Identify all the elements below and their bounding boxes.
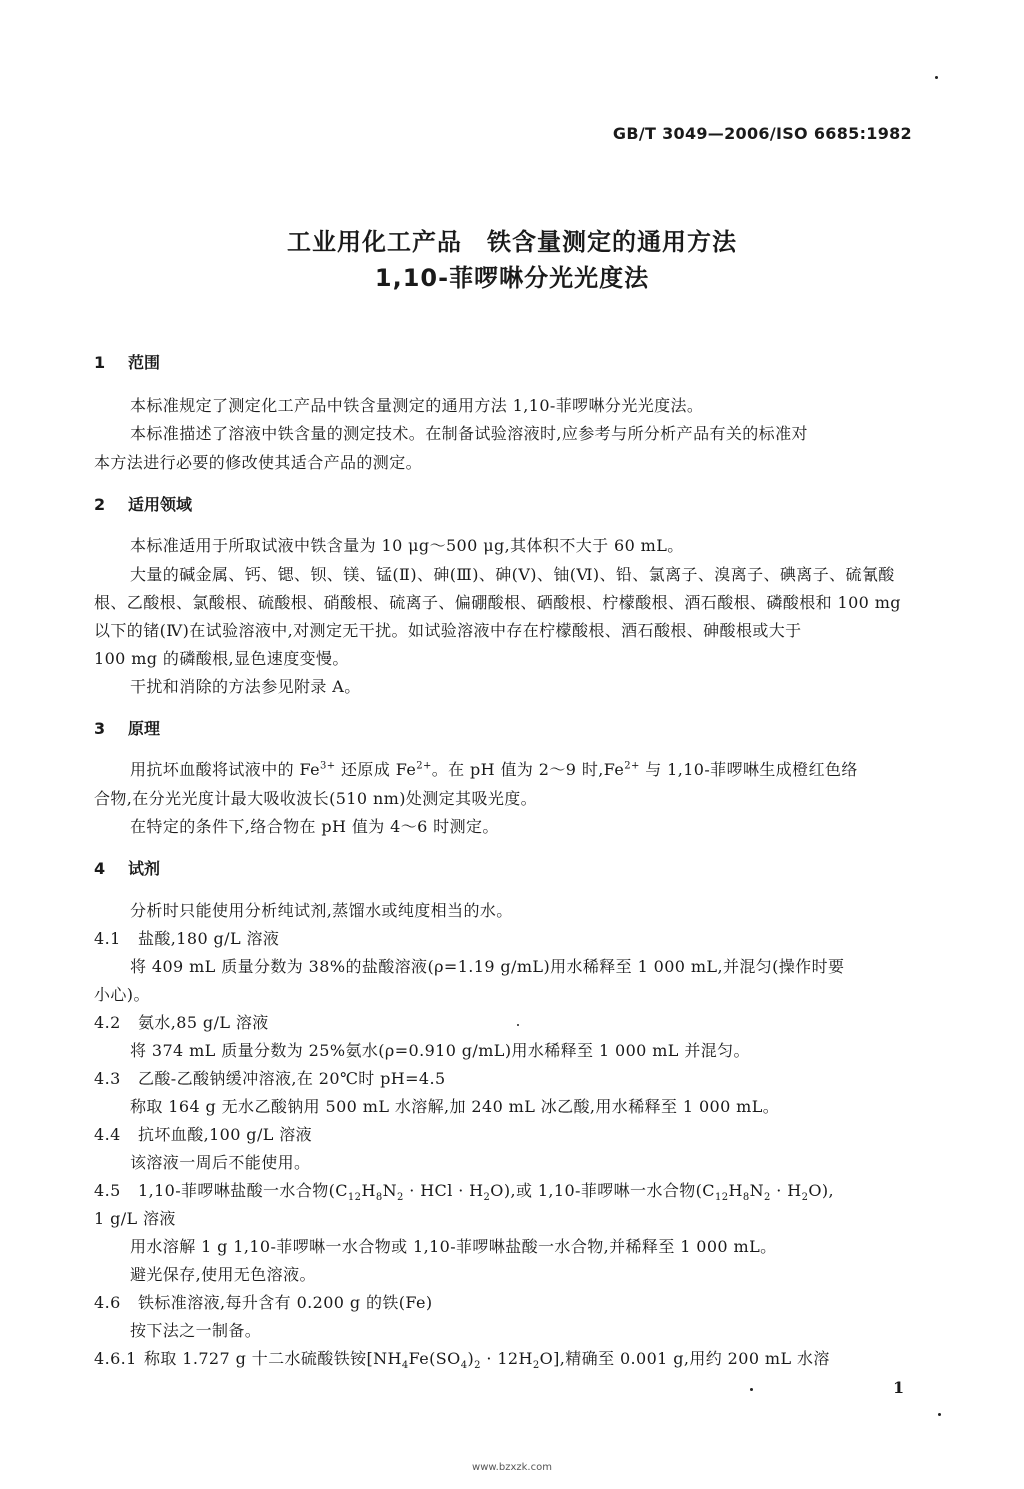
- clause-4-5: [94, 1178, 834, 1203]
- section-1-heading: [94, 350, 160, 373]
- text-run: 还原成 Fe: [335, 760, 417, 779]
- section-number: 2: [94, 495, 106, 514]
- superscript: 2+: [416, 760, 432, 772]
- paragraph: 根、乙酸根、氯酸根、硫酸根、硝酸根、硫离子、偏硼酸根、硒酸根、柠檬酸根、酒石酸根、磷酸根和 100 mg: [94, 593, 901, 612]
- section-2-heading: [94, 492, 192, 515]
- paragraph: 以下的锗(Ⅳ)在试验溶液中,对测定无干扰。如试验溶液中存在柠檬酸根、酒石酸根、砷酸根或大于: [94, 621, 802, 640]
- clause-4-4: [94, 1122, 312, 1145]
- text-run: · H: [770, 1181, 802, 1200]
- section-title: 范围: [128, 353, 161, 372]
- clause-number: 4.3: [94, 1069, 121, 1088]
- paragraph: 按下法之一制备。: [130, 1321, 262, 1340]
- text-run: 称取 1.727 g 十二水硫酸铁铵[NH: [144, 1349, 402, 1368]
- scan-speck: [750, 1388, 753, 1391]
- subscript: 2: [532, 1360, 540, 1372]
- section-title: 适用领域: [128, 495, 193, 514]
- text-run: 1,10-菲啰啉盐酸一水合物(C: [138, 1181, 348, 1200]
- subscript: 4: [460, 1360, 468, 1372]
- text-run: · HCl · H: [403, 1181, 484, 1200]
- text-run: 与 1,10-菲啰啉生成橙红色络: [639, 760, 858, 779]
- text-run: O),: [808, 1181, 835, 1200]
- section-4-heading: [94, 856, 160, 879]
- section-title: 试剂: [128, 859, 161, 878]
- paragraph: 干扰和消除的方法参见附录 A。: [130, 677, 361, 696]
- text-run: O],精确至 0.001 g,用约 200 mL 水溶: [539, 1349, 830, 1368]
- clause-number: 4.5: [94, 1181, 121, 1200]
- text-run: N: [749, 1181, 765, 1200]
- section-number: 1: [94, 353, 106, 372]
- subscript: 2: [396, 1192, 404, 1204]
- clause-4-1: [94, 926, 279, 949]
- paragraph: [130, 757, 858, 780]
- paragraph: 本标准规定了测定化工产品中铁含量测定的通用方法 1,10-菲啰啉分光光度法。: [130, 396, 704, 415]
- text-run: N: [382, 1181, 397, 1200]
- paragraph: 用水溶解 1 g 1,10-菲啰啉一水合物或 1,10-菲啰啉盐酸一水合物,并稀释至 1 000 mL。: [130, 1237, 777, 1256]
- section-number: 4: [94, 859, 106, 878]
- clause-4-6-1: [94, 1346, 830, 1371]
- clause-title: 抗坏血酸,100 g/L 溶液: [138, 1125, 313, 1144]
- subscript: 2: [801, 1192, 809, 1204]
- subscript: 2: [483, 1192, 491, 1204]
- paragraph: 在特定的条件下,络合物在 pH 值为 4～6 时测定。: [130, 817, 499, 836]
- text-run: O),或 1,10-菲啰啉一水合物(C: [490, 1181, 715, 1200]
- paragraph: 将 374 mL 质量分数为 25%氨水(ρ=0.910 g/mL)用水稀释至 1 000 mL 并混匀。: [130, 1041, 750, 1060]
- clause-number: 4.4: [94, 1125, 121, 1144]
- clause-title: 乙酸-乙酸钠缓冲溶液,在 20℃时 pH=4.5: [138, 1069, 446, 1088]
- paragraph: 称取 164 g 无水乙酸钠用 500 mL 水溶解,加 240 mL 冰乙酸,用水稀释至 1 000 mL。: [130, 1097, 780, 1116]
- paragraph: 将 409 mL 质量分数为 38%的盐酸溶液(ρ=1.19 g/mL)用水稀释至 1 000 mL,并混匀(操作时要: [130, 957, 845, 976]
- footer-watermark: www.bzxzk.com: [472, 1462, 552, 1473]
- section-title: 原理: [128, 719, 161, 738]
- subscript: 12: [347, 1192, 362, 1204]
- clause-number: 4.1: [94, 929, 121, 948]
- paragraph: 本标准描述了溶液中铁含量的测定技术。在制备试验溶液时,应参考与所分析产品有关的标准对: [130, 424, 808, 443]
- clause-number: 4.6: [94, 1293, 121, 1312]
- paragraph: 避光保存,使用无色溶液。: [130, 1265, 316, 1284]
- clause-number: 4.6.1: [94, 1349, 137, 1368]
- clause-title: 氨水,85 g/L 溶液: [138, 1013, 269, 1032]
- scan-speck: [517, 1024, 519, 1026]
- section-number: 3: [94, 719, 106, 738]
- section-3-heading: [94, 716, 160, 739]
- text-run: H: [728, 1181, 743, 1200]
- paragraph: 1 g/L 溶液: [94, 1209, 176, 1228]
- subscript: 8: [375, 1192, 383, 1204]
- title-line-2: 1,10-菲啰啉分光光度法: [374, 264, 650, 292]
- text-run: ): [467, 1349, 475, 1368]
- clause-title: 盐酸,180 g/L 溶液: [138, 929, 280, 948]
- paragraph: 大量的碱金属、钙、锶、钡、镁、锰(Ⅱ)、砷(Ⅲ)、砷(Ⅴ)、铀(Ⅵ)、铅、氯离子、溴离子、碘离子、硫氰酸: [130, 565, 895, 584]
- superscript: 2+: [624, 760, 640, 772]
- subscript: 4: [401, 1360, 409, 1372]
- paragraph: 小心)。: [94, 985, 150, 1004]
- title-line-1: 工业用化工产品 铁含量测定的通用方法: [287, 228, 737, 256]
- text-run: · 12H: [480, 1349, 533, 1368]
- standard-number: GB/T 3049—2006/ISO 6685:1982: [612, 124, 912, 143]
- text-run: H: [361, 1181, 376, 1200]
- subscript: 12: [714, 1192, 729, 1204]
- subscript: 8: [742, 1192, 750, 1204]
- paragraph: 合物,在分光光度计最大吸收波长(510 nm)处测定其吸光度。: [94, 789, 538, 808]
- subscript: 2: [474, 1360, 481, 1372]
- paragraph: 该溶液一周后不能使用。: [130, 1153, 311, 1172]
- paragraph: 分析时只能使用分析纯试剂,蒸馏水或纯度相当的水。: [130, 901, 513, 920]
- page-number: 1: [893, 1378, 905, 1397]
- clause-title: 铁标准溶液,每升含有 0.200 g 的铁(Fe): [138, 1293, 433, 1312]
- subscript: 2: [764, 1192, 771, 1204]
- scan-speck: [935, 76, 938, 79]
- clause-number: 4.2: [94, 1013, 121, 1032]
- superscript: 3+: [319, 760, 336, 772]
- text-run: 用抗坏血酸将试液中的 Fe: [130, 760, 320, 779]
- paragraph: 100 mg 的磷酸根,显色速度变慢。: [94, 649, 349, 668]
- clause-4-3: [94, 1066, 446, 1089]
- scan-speck: [938, 1413, 941, 1416]
- text-run: Fe(SO: [408, 1349, 461, 1368]
- text-run: 。在 pH 值为 2～9 时,Fe: [431, 760, 625, 779]
- paragraph: 本标准适用于所取试液中铁含量为 10 μg～500 μg,其体积不大于 60 mL。: [130, 536, 684, 555]
- clause-4-6: [94, 1290, 433, 1313]
- clause-4-2: [94, 1010, 269, 1033]
- paragraph: 本方法进行必要的修改使其适合产品的测定。: [94, 453, 423, 472]
